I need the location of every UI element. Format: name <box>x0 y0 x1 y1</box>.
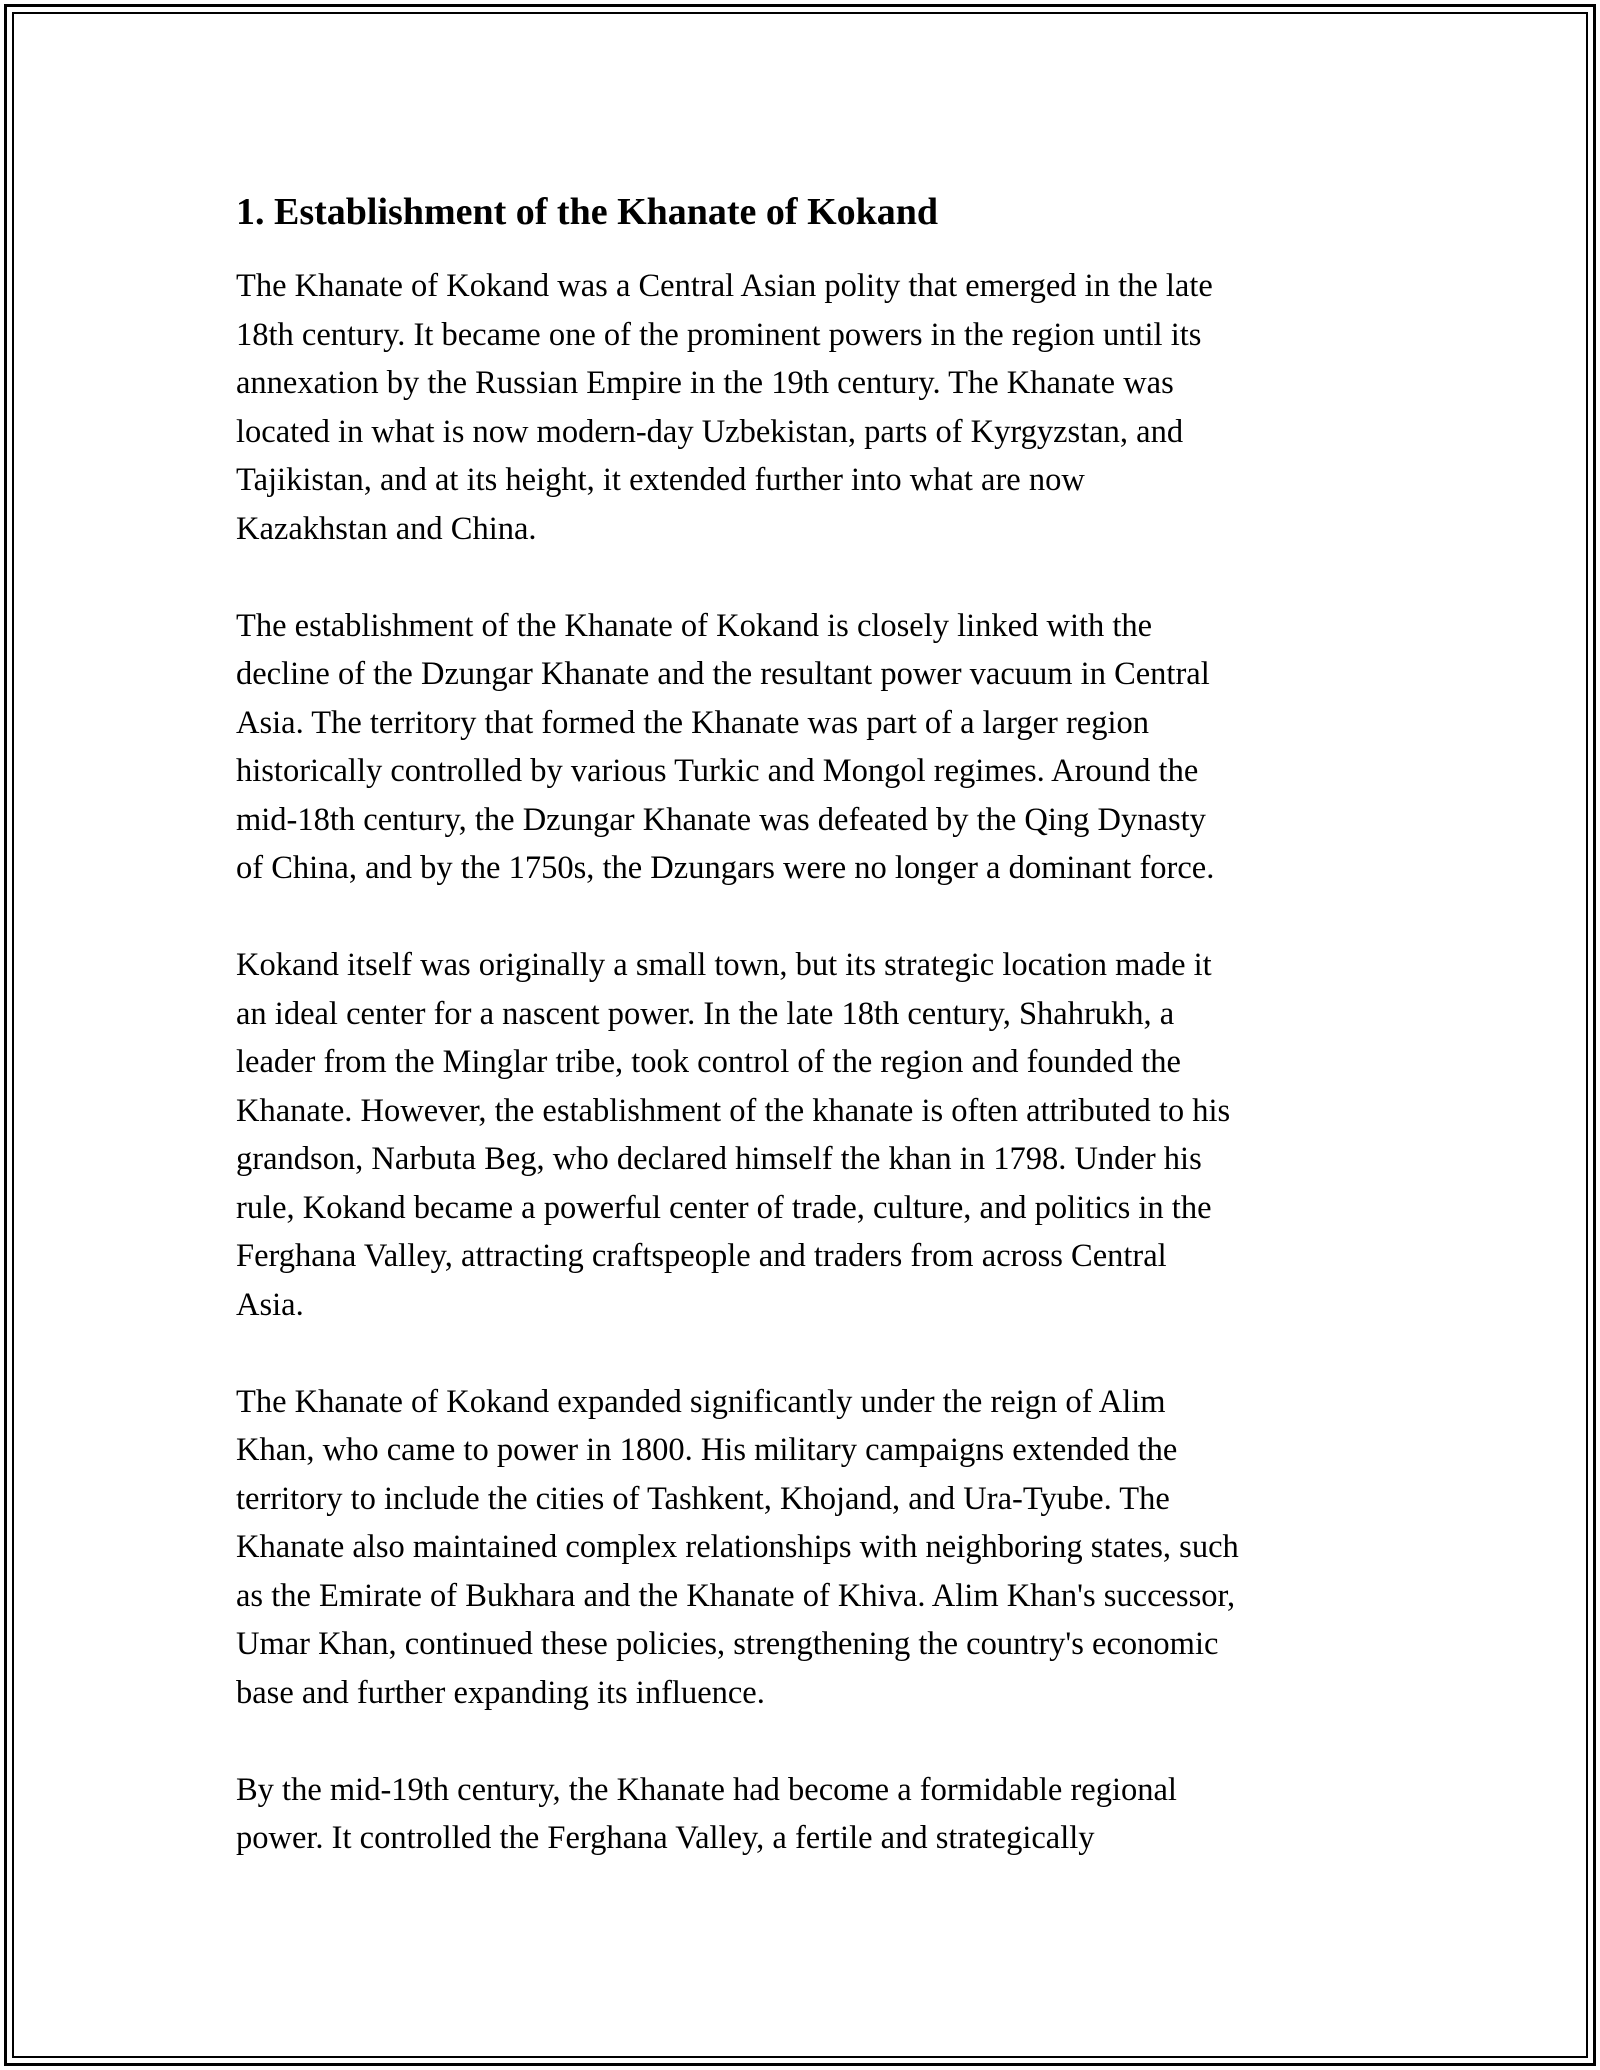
paragraph-line: Asia. <box>236 1286 304 1323</box>
paragraph-line: Ferghana Valley, attracting craftspeople and traders from across Central <box>236 1238 1167 1274</box>
paragraph-line: Khanate also maintained complex relationships with neighboring states, such <box>236 1529 1239 1565</box>
paragraph-line: territory to include the cities of Tashkent, Khojand, and Ura-Tyube. The <box>236 1480 1170 1517</box>
paragraph-line: 18th century. It became one of the prominent powers in the region until its <box>236 316 1202 353</box>
paragraph-line: of China, and by the 1750s, the Dzungars were no longer a dominant force. <box>236 850 1215 886</box>
paragraph <box>236 602 1386 893</box>
paragraph-line: The Khanate of Kokand was a Central Asian polity that emerged in the late <box>236 268 1213 304</box>
paragraph-line: as the Emirate of Bukhara and the Khanate of Khiva. Alim Khan's successor, <box>236 1577 1236 1614</box>
paragraph-line: Umar Khan, continued these policies, strengthening the country's economic <box>236 1626 1219 1662</box>
paragraph-line: Khanate. However, the establishment of the khanate is often attributed to his <box>236 1092 1231 1129</box>
document-body <box>236 188 1386 1911</box>
paragraph <box>236 941 1386 1329</box>
paragraph <box>236 1766 1386 1863</box>
paragraph-line: Kokand itself was originally a small town, but its strategic location made it <box>236 947 1212 983</box>
paragraph <box>236 262 1386 553</box>
paragraph-line: power. It controlled the Ferghana Valley, a fertile and strategically <box>236 1820 1095 1856</box>
paragraph-line: grandson, Narbuta Beg, who declared himself the khan in 1798. Under his <box>236 1141 1202 1177</box>
paragraph-line: The establishment of the Khanate of Kokand is closely linked with the <box>236 607 1153 644</box>
paragraph-line: By the mid-19th century, the Khanate had become a formidable regional <box>236 1771 1177 1808</box>
paragraph-line: located in what is now modern-day Uzbekistan, parts of Kyrgyzstan, and <box>236 413 1184 450</box>
paragraph-line: Tajikistan, and at its height, it extended further into what are now <box>236 462 1085 498</box>
paragraph-line: base and further expanding its influence. <box>236 1674 765 1711</box>
paragraph-container <box>236 262 1386 1863</box>
paragraph-line: historically controlled by various Turkic and Mongol regimes. Around the <box>236 753 1199 789</box>
section-heading: 1. Establishment of the Khanate of Kokand <box>236 191 939 233</box>
paragraph-line: decline of the Dzungar Khanate and the resultant power vacuum in Central <box>236 656 1210 692</box>
paragraph-line: Khan, who came to power in 1800. His military campaigns extended the <box>236 1432 1178 1468</box>
paragraph-line: leader from the Minglar tribe, took control of the region and founded the <box>236 1044 1181 1080</box>
paragraph-line: an ideal center for a nascent power. In the late 18th century, Shahrukh, a <box>236 995 1175 1032</box>
paragraph-line: annexation by the Russian Empire in the 19th century. The Khanate was <box>236 365 1174 401</box>
paragraph-line: rule, Kokand became a powerful center of trade, culture, and politics in the <box>236 1189 1212 1226</box>
paragraph-line: The Khanate of Kokand expanded significantly under the reign of Alim <box>236 1383 1166 1420</box>
paragraph-line: Asia. The territory that formed the Khanate was part of a larger region <box>236 704 1149 741</box>
paragraph <box>236 1378 1386 1718</box>
paragraph-line: mid-18th century, the Dzungar Khanate was defeated by the Qing Dynasty <box>236 801 1206 838</box>
paragraph-line: Kazakhstan and China. <box>236 510 537 547</box>
